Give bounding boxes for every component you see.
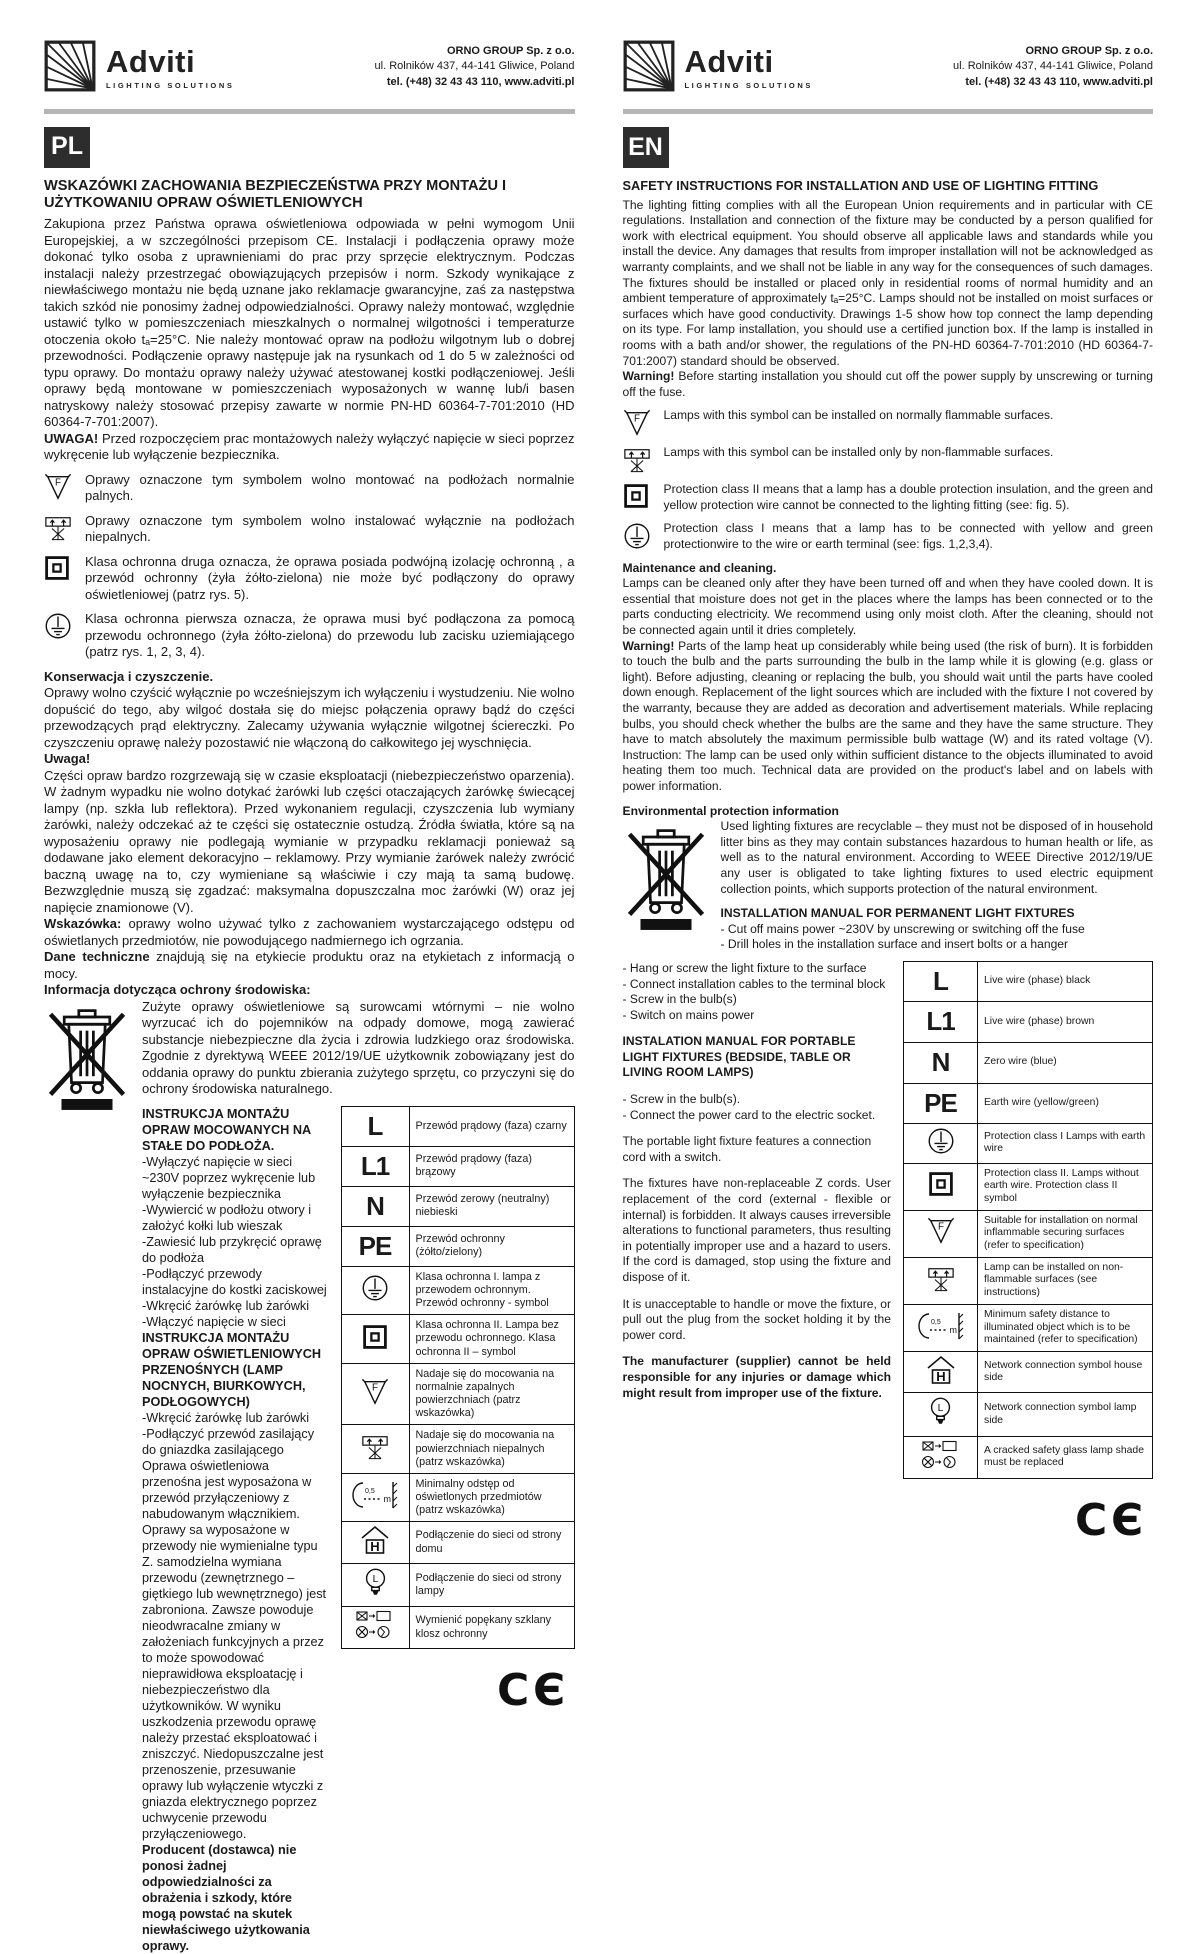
wire-label: PE bbox=[924, 1087, 957, 1118]
f-triangle-icon bbox=[361, 1378, 389, 1411]
adviti-logo-icon bbox=[623, 40, 675, 97]
language-badge-en: EN bbox=[623, 127, 669, 168]
company-info bbox=[953, 40, 1153, 90]
instruction-line: INSTRUKCJA MONTAŻU OPRAW MOCOWANYCH NA STAŁE DO PODŁOŻA. bbox=[142, 1106, 311, 1153]
warning-lead: UWAGA! bbox=[44, 430, 99, 446]
table-row-text: Nadaje się do mocowania na normalnie zapalnych powierzchniach (patrz wskazówka) bbox=[415, 1367, 555, 1420]
symbol-text: Klasa ochronna pierwsza oznacza, że oprawa musi być podłączona za pomocą przewodu ochronnego (żyła żółto-zielona) do przewodu lub zacisku uziemiającego (patrz rys. 1, 2, 3, 4). bbox=[85, 611, 575, 660]
table-row-text: Klasa ochronna II. Lampa bez przewodu ochronnego. Klasa ochronna II – symbol bbox=[415, 1319, 559, 1358]
svg-text:Є: Є bbox=[1111, 1494, 1144, 1543]
wire-label: L bbox=[367, 1110, 383, 1141]
table-row-text: Przewód prądowy (faza) brązowy bbox=[415, 1152, 532, 1179]
permanent-manual-heading: INSTALLATION MANUAL FOR PERMANENT LIGHT FIXTURES bbox=[720, 906, 1075, 921]
symbol-text: Klasa ochronna druga oznacza, że oprawa posiada podwójną izolację ochronną , a przewód ochronny (żyła żółto-zielona) nie może być podłączony do oprawy oświetleniowej (patrz rys. 5). bbox=[85, 553, 575, 602]
symbol-list bbox=[44, 472, 575, 661]
symbol-item bbox=[623, 482, 1154, 513]
warning2-paragraph: Części opraw bardzo rozgrzewają się w czasie eksploatacji (niebezpieczeństwo oparzenia). W żadnym wypadku nie wolno dotykać żarówki lub części otaczających żarówkę świecącej lampy (np. szkła lub reflektora). Przed wykonaniem regulacji, czyszczenia lub wymiany żarówki, należy odczekać aż te części się ostatecznie ostudzą. Źródła światła, które są na wyposażeniu oprawy nie podlegają wymianie w przypadku reklamacji ponieważ są dodawane jako element dekoracyjno – reklamowy. Przy wymianie żarówek należy zwrócić baczną uwagę na to, czy wymieniane są właściwie i czy mają ta samą budowę. Bezwzględnie muszą się zgadzać: maksymalna dopuszczalna moc żarówki (W) oraz jej napięcie znamionowe (V). bbox=[44, 767, 575, 915]
table-row-text: Minimum safety distance to illuminated object which is to be maintained (refer to specification) bbox=[984, 1308, 1138, 1346]
bulb-icon bbox=[928, 1396, 953, 1433]
class2-icon bbox=[44, 554, 76, 581]
class1-icon bbox=[361, 1274, 389, 1307]
svg-text:F: F bbox=[633, 413, 640, 425]
svg-text:F: F bbox=[937, 1222, 944, 1234]
tech-paragraph: Dane techniczne znajdują się na etykiecie produktu oraz na etykietach z informacją o mocy. bbox=[44, 949, 575, 981]
svg-text:0,5: 0,5 bbox=[365, 1488, 375, 1496]
instruction-line: It is unacceptable to handle or move the fixture, or pull out the plug from the socket holding it by the power cord. bbox=[622, 1296, 891, 1342]
instruction-line: - Cut off mains power ~230V by unscrewing or switching off the fuse bbox=[720, 921, 1085, 936]
header-divider bbox=[623, 109, 1154, 114]
column-pl bbox=[44, 40, 575, 1954]
instruction-line: - Connect installation cables to the terminal block bbox=[622, 976, 886, 991]
env-heading: Environmental protection information bbox=[622, 803, 839, 818]
symbol-text: Lamps with this symbol can be installed on normally flammable surfaces. bbox=[663, 408, 1054, 423]
ce-mark-icon bbox=[1075, 1495, 1147, 1548]
warning-paragraph: UWAGA! Przed rozpoczęciem prac montażowych należy wyłączyć napięcie w sieci poprzez wykręcenie lub wyłączenie bezpiecznika. bbox=[44, 430, 575, 463]
intro-paragraph: Zakupiona przez Państwa oprawa oświetleniowa odpowiada w pełni wymogom Unii Europejskiej, a w szczególności przepisom CE. Instalacji i podłączenia oprawy może dokonać tylko osoba z uprawnieniami do prac przy sprzęcie elektrycznym. Podczas instalacji należy przestrzegać obowiązujących przepisów i norm. Szkody wynikające z niewłaściwego montażu nie będą uznane jako reklamacje gwarancyjne, zaś za następstwa takich szkód nie ponosimy żadnej odpowiedzialności. Oprawy należy montować, względnie ustawić tylko w pomieszczeniach mieszkalnych o normalnej wilgotności i temperaturze otoczenia około tₐ=25°C. Nie należy montować opraw na podłożu wilgotnym lub o dobrej przewodności. Podłączenie oprawy następuje jak na rysunkach od 1 do 5 w zależności od typu oprawy. Do montażu oprawy należy używać atestowanej kostki podłączeniowej. Jeśli oprawy będą montowane w pomieszczeniach wyposażonych w wannę lub/i basen natryskowy należy stosować przepisy zawarte w normie PN-HD 60364-7-701:2010 (HD 60364-7-701:2007). bbox=[44, 216, 575, 430]
symbol-item bbox=[623, 408, 1154, 437]
wire-label: L1 bbox=[926, 1006, 955, 1037]
table-row bbox=[904, 1393, 1152, 1437]
table-row bbox=[342, 1607, 574, 1648]
table-row bbox=[904, 1305, 1152, 1352]
bottom-section bbox=[623, 961, 1154, 1547]
table-row-text: Protection class I Lamps with earth wire bbox=[984, 1130, 1146, 1155]
instruction-line: - Connect the power card to the electric socket. bbox=[622, 1107, 876, 1122]
table-row-text: Zero wire (blue) bbox=[984, 1056, 1057, 1068]
class1-icon bbox=[623, 521, 655, 550]
non-flammable-icon bbox=[44, 513, 76, 542]
table-row bbox=[342, 1107, 574, 1147]
svg-text:F: F bbox=[372, 1382, 378, 1394]
warning2-paragraph: Warning! Parts of the lamp heat up considerably while being used (the risk of burn). It is forbidden to touch the bulb and the parts surrounding the bulb in the lamp while it is glowing (e.g. glass or light). Before adjusting, cleaning or replacing the bulb, you should wait until the parts have cooled down enough. Replacement of the light sources which are included with the fixture I not covered by the warranty, because they are added as decoration and advertisement materials. While replacing bulbs, you should check whether the bulbs are the same and they have the same structure. They have to match absolutely the maximum permissible bulb wattage (W) and its rated voltage (V). Instruction: The lamp can be used only within sufficient distance to the objects illuminated to avoid heating them too much. Technical data are provided on the product's label and on labels with power information. bbox=[622, 638, 1153, 793]
svg-text:m: m bbox=[949, 1324, 957, 1335]
instruction-line: -Podłączyć przewody instalacyjne do kostki zaciskowej bbox=[142, 1266, 327, 1297]
symbol-item bbox=[623, 445, 1154, 474]
f-triangle-icon bbox=[927, 1217, 955, 1250]
table-row-text: Live wire (phase) brown bbox=[984, 1015, 1095, 1027]
symbol-text: Oprawy oznaczone tym symbolem wolno montować na podłożach normalnie palnych. bbox=[85, 471, 575, 504]
installation-instructions bbox=[623, 961, 892, 1401]
class1-icon bbox=[44, 611, 76, 640]
instruction-line: The fixtures have non-replaceable Z cords. User replacement of the cord (external - flexible or internal) is forbidden. It always causes irreversible alterations to functional parameters, thus resulting in potentially improper use and a hazard to users. If the cord is damaged, stop using the fixture and dispose of it. bbox=[622, 1176, 891, 1285]
bulb-icon bbox=[363, 1567, 388, 1604]
cracked-icon bbox=[922, 1440, 960, 1475]
warning-paragraph: Warning! Before starting installation you should cut off the power supply by unscrewing or turning off the fuse. bbox=[622, 369, 1153, 399]
table-row bbox=[342, 1474, 574, 1523]
instruction-line: -Podłączyć przewód zasilający do gniazdka zasilającego bbox=[142, 1426, 315, 1457]
company-address: ul. Rolników 437, 44-141 Gliwice, Poland bbox=[374, 60, 575, 73]
company-name: ORNO GROUP Sp. z o.o. bbox=[1025, 45, 1153, 57]
wire-label: N bbox=[366, 1190, 384, 1221]
table-row-text: Podłączenie do sieci od strony lampy bbox=[415, 1571, 562, 1598]
instruction-line: - Hang or screw the light fixture to the surface bbox=[622, 960, 867, 975]
symbol-item bbox=[44, 554, 575, 604]
symbol-list bbox=[623, 408, 1154, 552]
svg-text:L: L bbox=[372, 1573, 378, 1585]
symbol-item bbox=[44, 611, 575, 661]
symbol-text: Protection class II means that a lamp has a double protection insulation, and the green and yellow protection wire cannot be connected to the lighting fitting (see: fig. 5). bbox=[663, 482, 1153, 512]
installation-instructions bbox=[142, 1106, 329, 1954]
symbol-text: Oprawy oznaczone tym symbolem wolno instalować wyłącznie na podłożach niepalnych. bbox=[85, 512, 575, 545]
svg-text:C: C bbox=[496, 1664, 529, 1713]
column-en bbox=[623, 40, 1154, 1954]
instruction-line: The portable light fixture features a connection cord with a switch. bbox=[622, 1134, 872, 1164]
header-divider bbox=[44, 109, 575, 114]
table-row bbox=[904, 1211, 1152, 1258]
instruction-line: -Wyłączyć napięcie w sieci ~230V poprzez wykręcenie lub wyłączenie bezpiecznika bbox=[142, 1154, 316, 1201]
instruction-line: INSTRUKCJA MONTAŻU OPRAW OŚWIETLENIOWYCH PRZENOŚNYCH (LAMP NOCNYCH, BIURKOWYCH, PODŁOGOWYCH) bbox=[142, 1330, 322, 1409]
symbol-table bbox=[341, 1106, 575, 1649]
table-row bbox=[904, 1043, 1152, 1084]
table-row bbox=[904, 1258, 1152, 1305]
table-row bbox=[904, 1164, 1152, 1211]
table-row-text: Suitable for installation on normal inflammable securing surfaces (refer to specification) bbox=[984, 1214, 1138, 1252]
non-flammable-icon bbox=[927, 1265, 955, 1298]
table-row-text: Network connection symbol lamp side bbox=[984, 1402, 1137, 1426]
table-row bbox=[904, 1084, 1152, 1125]
instruction-line: Producent (dostawca) nie ponosi żadnej odpowiedzialności za obrażenia i szkody, które mogą powstać na skutek niewłaściwego użytkowania oprawy. bbox=[142, 1842, 310, 1953]
symbol-item bbox=[623, 521, 1154, 552]
instruction-line: - Screw in the bulb(s) bbox=[622, 992, 737, 1007]
instruction-line: Oprawa oświetleniowa przenośna jest wyposażona w przewód przyłączeniowy z nabudowanym włącznikiem. bbox=[142, 1458, 312, 1521]
instruction-line: - Switch on mains power bbox=[622, 1007, 755, 1022]
table-row-text: Lamp can be installed on non-flammable surfaces (see instructions) bbox=[984, 1261, 1124, 1299]
table-row bbox=[342, 1425, 574, 1474]
instruction-line: INSTALATION MANUAL FOR PORTABLE LIGHT FIXTURES (BEDSIDE, TABLE OR LIVING ROOM LAMPS) bbox=[622, 1034, 856, 1080]
table-row bbox=[904, 1352, 1152, 1394]
table-row-text: Przewód ochronny (żółto/zielony) bbox=[415, 1232, 505, 1259]
table-row bbox=[342, 1364, 574, 1426]
table-row-text: Klasa ochronna I. lampa z przewodem ochronnym. Przewód ochronny - symbol bbox=[415, 1270, 549, 1309]
table-row bbox=[342, 1227, 574, 1267]
table-row bbox=[342, 1564, 574, 1608]
maintenance-paragraph: Lamps can be cleaned only after they have been turned off and when they have cooled down. It is essential that moisture does not get in the places where the lamps has been connected or to the parts conducting electricity. We recommend using only moist cloth. After the cleaning, should not be connected again until it dries completely. bbox=[622, 576, 1153, 638]
table-row-text: Nadaje się do mocowania na powierzchniach niepalnych (patrz wskazówka) bbox=[415, 1429, 555, 1468]
f-triangle-icon bbox=[44, 472, 76, 501]
table-row bbox=[342, 1147, 574, 1187]
adviti-logo-icon bbox=[44, 40, 96, 97]
intro-paragraph: The lighting fitting complies with all the European Union requirements and in particular with CE regulations. Installation and connection of the fixture may be conducted by a person qualified for work with electrical equipment. You should observe all applicable laws and standards while you install the device. Any damages that results from improper installation will not be acknowledged as warranty complaints, and we shall not be liable in any way for the consequences of such damages. The fixtures should be installed or placed only in residential rooms of normal humidity and an ambient temperature of approximately tₐ=25°C. Lamps should not be installed on moist surfaces or surfaces which have good conductivity. Drawings 1-5 show how top connect the lamp depending on its type. For lamp installation, you should use a certified junction box. If the lamp is installed in rooms with a bath and/or shower, the regulations of the PN-HD 60364-7-701:2010 (HD 60364-7-701:2007) standard should be observed. bbox=[622, 197, 1153, 368]
class2-icon bbox=[362, 1324, 388, 1355]
weee-bin-icon bbox=[625, 823, 707, 938]
class2-icon bbox=[623, 482, 655, 509]
instruction-line: -Wkręcić żarówkę lub żarówki bbox=[142, 1298, 310, 1313]
warning2-heading: Uwaga! bbox=[44, 751, 91, 767]
symbol-item bbox=[44, 513, 575, 546]
instruction-line: The manufacturer (supplier) cannot be held responsible for any injuries or damage which might result from improper use of the fixture. bbox=[622, 1354, 891, 1400]
company-name: ORNO GROUP Sp. z o.o. bbox=[446, 45, 575, 57]
maintenance-heading: Maintenance and cleaning. bbox=[622, 560, 777, 575]
svg-text:H: H bbox=[370, 1539, 380, 1555]
table-row-text: Wymienić popękany szklany klosz ochronny bbox=[415, 1614, 552, 1640]
table-row-text: Podłączenie do sieci od strony domu bbox=[415, 1529, 562, 1555]
wire-label: PE bbox=[358, 1230, 392, 1261]
table-row bbox=[904, 1437, 1152, 1478]
page-title: WSKAZÓWKI ZACHOWANIA BEZPIECZEŃSTWA PRZY MONTAŻU I UŻYTKOWANIU OPRAW OŚWIETLENIOWYCH bbox=[44, 177, 507, 212]
maintenance-heading: Konserwacja i czyszczenie. bbox=[44, 668, 214, 684]
company-phone-web: tel. (+48) 32 43 43 110, www.adviti.pl bbox=[386, 75, 575, 88]
header-pl bbox=[44, 40, 575, 97]
instruction-line: -Wkręcić żarówkę lub żarówki bbox=[142, 1410, 310, 1425]
env-paragraph: Zużyte oprawy oświetleniowe są surowcami wtórnymi – nie wolno wyrzucać ich do pojemników na odpady domowe, mogą zawierać substancje niebezpieczne dla życia i zdrowia ludzkiego oraz środowiska. Zgodnie z dyrektywą WEEE 2012/19/UE użytkownik zobowiązany jest do oddania oprawy do punktu zbierania zużytego sprzętu, co przyczyni się do ochrony środowiska naturalnego. bbox=[44, 999, 575, 1098]
table-row-text: A cracked safety glass lamp shade must be replaced bbox=[984, 1444, 1144, 1469]
svg-text:Є: Є bbox=[532, 1664, 565, 1713]
instruction-line: -Włączyć napięcie w sieci bbox=[142, 1314, 286, 1329]
table-row bbox=[904, 1124, 1152, 1164]
symbol-text: Lamps with this symbol can be installed only by non-flammable surfaces. bbox=[663, 445, 1054, 460]
cracked-icon bbox=[356, 1610, 394, 1645]
instruction-line: Oprawy sa wyposażone w przewody nie wymienialne typu Z. samodzielna wymiana przewodu (zewnętrznego – giętkiego lub wewnętrznego) jest zabroniona. Zawsze powoduje nieodwracalne zmiany w założeniach funkcyjnych a przez to może spowodować nieprawidłowa eksploatację i niebezpieczeństwo dla użytkowników. W wyniku uszkodzenia przewodu oprawę należy przestać eksploatować i zniszczyć. Niedopuszczalne jest przenoszenie, przesuwanie oprawy lub wyłączenie wtyczki z gniazda elektrycznego poprzez uchwycenie przewodu przyłączeniowego. bbox=[142, 1522, 327, 1841]
instruction-line: -Zawiesić lub przykręcić oprawę do podłoża bbox=[142, 1234, 322, 1265]
distance-icon bbox=[352, 1480, 398, 1515]
weee-bin-icon bbox=[46, 1003, 128, 1118]
wire-label: N bbox=[931, 1046, 950, 1077]
wire-label: L1 bbox=[360, 1150, 390, 1181]
table-row-text: Minimalny odstęp od oświetlonych przedmiotów (patrz wskazówka) bbox=[415, 1477, 542, 1517]
table-row bbox=[904, 1002, 1152, 1043]
instruction-line: -Wywiercić w podłożu otwory i założyć kołki lub wieszak bbox=[142, 1202, 312, 1233]
brand-tagline: LIGHTING SOLUTIONS bbox=[684, 80, 813, 90]
symbol-table-wrap bbox=[903, 961, 1153, 1547]
table-row-text: Przewód zerowy (neutralny) niebieski bbox=[415, 1192, 550, 1219]
svg-text:L: L bbox=[937, 1403, 944, 1415]
symbol-table-wrap bbox=[341, 1106, 575, 1718]
env-heading: Informacja dotycząca ochrony środowiska: bbox=[44, 982, 311, 998]
symbol-item bbox=[44, 472, 575, 505]
hint-paragraph: Wskazówka: oprawy wolno używać tylko z zachowaniem wystarczającego odstępu od oświetlanych przedmiotów, nie powodującego nadmiernego ich ogrzania. bbox=[44, 916, 575, 948]
svg-text:F: F bbox=[55, 477, 61, 489]
instruction-line: - Drill holes in the installation surface and insert bolts or a hanger bbox=[720, 937, 1069, 952]
brand-name: Adviti bbox=[106, 43, 196, 79]
company-address: ul. Rolników 437, 44-141 Gliwice, Poland bbox=[953, 60, 1153, 73]
brand-logo bbox=[623, 40, 813, 97]
table-row-text: Network connection symbol house side bbox=[984, 1359, 1143, 1384]
header-en bbox=[623, 40, 1154, 97]
symbol-table bbox=[903, 961, 1153, 1479]
class2-icon bbox=[928, 1171, 954, 1202]
maintenance-paragraph: Oprawy wolno czyścić wyłącznie po wcześniejszym ich wyłączeniu i wystudzeniu. Nie wolno dopuścić do tego, aby wilgoć dostała się do miejsc połączenia oprawy bądź do części przewodzących prąd elektryczny. Zalecamy używania wyłącznie wilgotnej ściereczki. Po czyszczeniu oprawę należy pozostawić nie włączoną do całkowitego jej wyschnięcia. bbox=[44, 685, 575, 750]
brand-logo bbox=[44, 40, 234, 97]
house-icon bbox=[360, 1525, 390, 1560]
company-phone-web: tel. (+48) 32 43 43 110, www.adviti.pl bbox=[965, 75, 1153, 88]
class1-icon bbox=[927, 1127, 955, 1160]
distance-icon bbox=[918, 1311, 964, 1346]
house-icon bbox=[926, 1355, 956, 1390]
bottom-section bbox=[142, 1106, 575, 1954]
table-row bbox=[342, 1187, 574, 1227]
table-row-text: Earth wire (yellow/green) bbox=[984, 1096, 1099, 1108]
svg-text:C: C bbox=[1075, 1494, 1108, 1543]
f-triangle-icon bbox=[623, 408, 655, 437]
svg-text:m: m bbox=[383, 1494, 391, 1505]
table-row-text: Protection class II. Lamps without earth wire. Protection class II symbol bbox=[984, 1167, 1139, 1205]
symbol-text: Protection class I means that a lamp has to be connected with yellow and green protectionwire to the wire or earth terminal (see: figs. 1,2,3,4). bbox=[663, 521, 1153, 552]
table-row bbox=[342, 1315, 574, 1364]
table-row-text: Live wire (phase) black bbox=[984, 975, 1091, 987]
env-paragraph: Used lighting fixtures are recyclable – they must not be disposed of in household litter bins as they may contain substances hazardous to human health or life, as well as to the natural environment. According to WEEE Directive 2012/19/UE any user is obligated to take lighting fixtures to used electric equipment collection points, which supports protection of the natural environment. bbox=[623, 819, 1154, 897]
table-row-text: Przewód prądowy (faza) czarny bbox=[415, 1119, 567, 1132]
wire-label: L bbox=[933, 965, 948, 996]
non-flammable-icon bbox=[361, 1433, 389, 1466]
instruction-line: - Screw in the bulb(s). bbox=[622, 1092, 741, 1107]
language-badge-pl: PL bbox=[44, 127, 90, 168]
table-row bbox=[904, 962, 1152, 1003]
svg-text:H: H bbox=[935, 1368, 946, 1384]
ce-mark-icon bbox=[497, 1665, 569, 1718]
table-row bbox=[342, 1522, 574, 1564]
brand-name: Adviti bbox=[684, 43, 774, 79]
company-info bbox=[375, 40, 575, 90]
brand-tagline: LIGHTING SOLUTIONS bbox=[106, 80, 235, 90]
non-flammable-icon bbox=[623, 445, 655, 474]
svg-text:0,5: 0,5 bbox=[930, 1318, 941, 1326]
page-title: SAFETY INSTRUCTIONS FOR INSTALLATION AND USE OF LIGHTING FITTING bbox=[622, 177, 1099, 193]
table-row bbox=[342, 1267, 574, 1316]
